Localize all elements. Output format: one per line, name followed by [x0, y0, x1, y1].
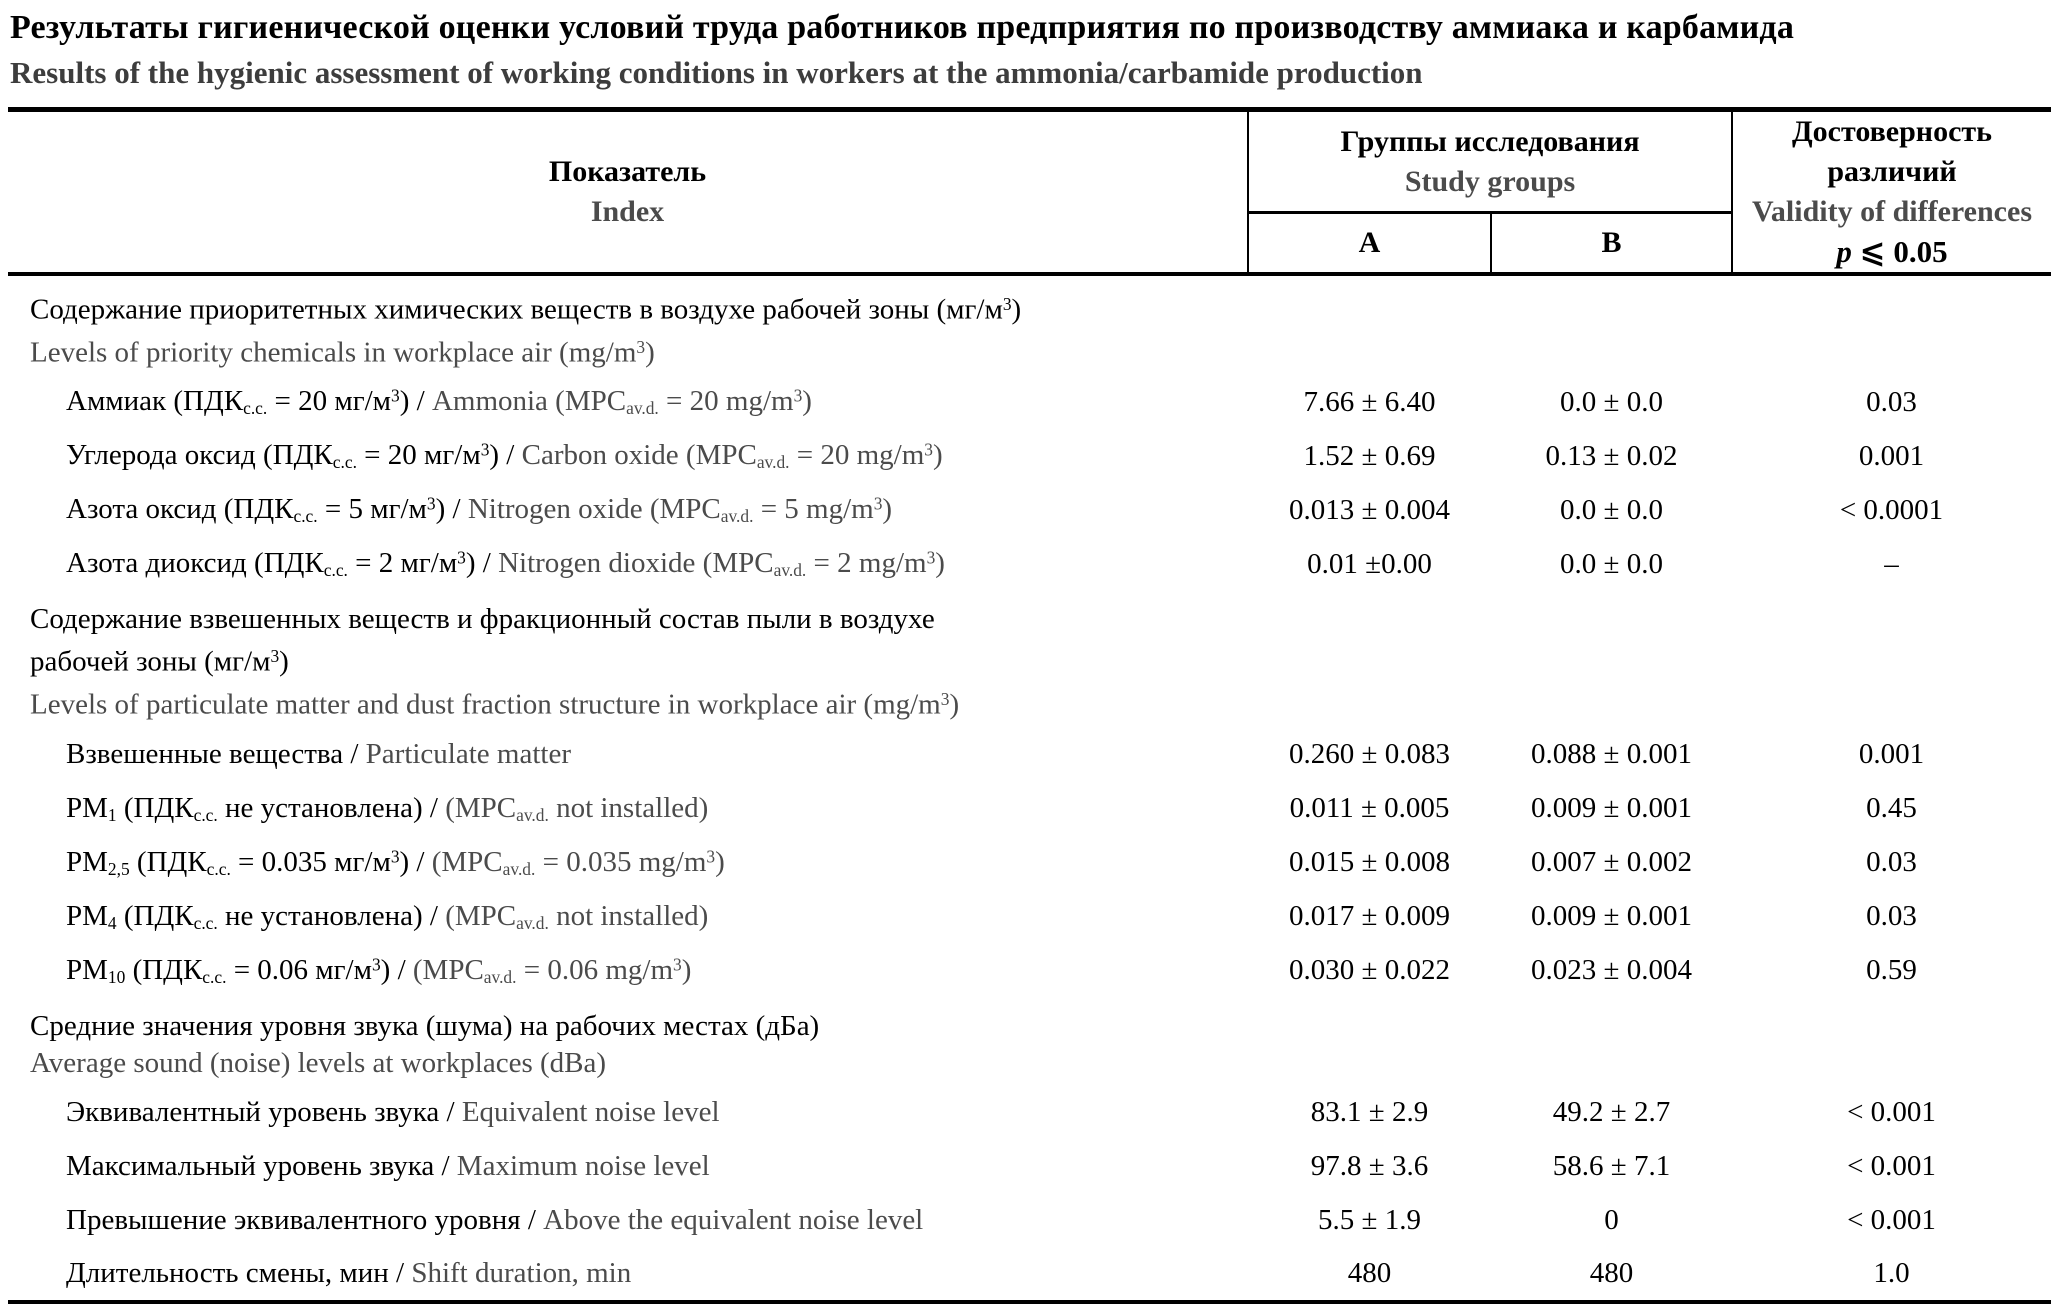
row-label-cell: [8, 429, 1248, 483]
row-label-cell: [8, 728, 1248, 782]
row-label-en: Maximum noise level: [456, 1150, 710, 1183]
row-label-en: Shift duration, min: [411, 1257, 632, 1290]
row-label-ru: $PM_1$ ($ПДК_{с.с.}$ не установлена) /: [66, 791, 446, 825]
table-row: [8, 1086, 2051, 1140]
value-group-a-cell: 0.011 ± 0.005: [1289, 792, 1450, 825]
row-label-en: Nitrogen oxide ($MPC_{av.d.} = 5$ $mg/m^3$): [467, 493, 893, 527]
value-group-b-cell: 0.088 ± 0.001: [1531, 738, 1692, 771]
column-header-groups-en: Study groups: [1404, 164, 1576, 198]
table-row: [8, 429, 2051, 483]
row-label-en: Ammonia ($MPC_{av.d.} = 20$ $mg/m^3$): [431, 385, 812, 419]
row-label-en: Above the equivalent noise level: [543, 1204, 924, 1237]
column-header-groups: [1248, 110, 1732, 213]
section-title-ru: Средние значения уровня звука (шума) на рабочих местах (дБа): [30, 1009, 820, 1042]
value-p-cell: < 0.001: [1847, 1150, 1936, 1183]
row-label-ru: Азота диоксид ($ПДК_{с.с.} = 2$ $мг/м^3$) /: [66, 547, 499, 581]
column-header-group-a: A: [1248, 213, 1491, 274]
row-label-ru: Длительность смены, мин /: [66, 1257, 412, 1290]
section-title-en: Levels of priority chemicals in workplace air $(mg/m^3)$: [30, 336, 655, 369]
row-label-ru: Эквивалентный уровень звука /: [66, 1096, 462, 1129]
value-p-cell: 0.001: [1858, 738, 1925, 771]
value-group-a-cell: 0.030 ± 0.022: [1289, 954, 1450, 987]
value-group-a-cell: 0.017 ± 0.009: [1289, 900, 1450, 933]
table-row: [8, 1140, 2051, 1194]
table-row: [8, 782, 2051, 836]
section-header-cell: [8, 998, 2051, 1086]
value-p-cell: –: [1884, 547, 1899, 580]
row-label-en: Carbon oxide ($MPC_{av.d.} = 20$ $mg/m^3$): [521, 439, 943, 473]
row-label-ru: $PM_{10}$ ($ПДК_{с.с.} = 0.06$ $мг/м^3$) /: [66, 953, 413, 987]
row-label-cell: [8, 483, 1248, 537]
row-label-cell: [8, 836, 1248, 890]
column-header-p-threshold: p ⩽ 0.05: [1836, 234, 1948, 269]
row-label-en: ($MPC_{av.d.} = 0.06$ $mg/m^3$): [412, 953, 692, 987]
value-p-cell: 0.45: [1866, 792, 1917, 825]
value-group-b-cell: 0.023 ± 0.004: [1531, 954, 1692, 987]
row-label-en: ($MPC_{av.d.}$ not installed): [445, 899, 709, 933]
column-header-validity-ru: Достоверность различий: [1792, 115, 1992, 188]
row-label-ru: Аммиак ($ПДК_{с.с.} = 20$ $мг/м^3$) /: [66, 385, 432, 419]
row-label-ru: Азота оксид ($ПДК_{с.с.} = 5$ $мг/м^3$) /: [66, 493, 468, 527]
row-label-ru: Углерода оксид ($ПДК_{с.с.} = 20$ $мг/м^3$) /: [66, 439, 522, 473]
page-title-en: Results of the hygienic assessment of working conditions in workers at the ammonia/carbamide production: [10, 55, 1423, 90]
column-header-index-en: Index: [590, 195, 665, 228]
value-group-a-cell: 0.01 ±0.00: [1307, 547, 1432, 580]
value-group-b-cell: 0.007 ± 0.002: [1531, 846, 1692, 879]
value-group-b-cell: 49.2 ± 2.7: [1552, 1096, 1671, 1129]
value-group-a-cell: 0.260 ± 0.083: [1289, 738, 1450, 771]
column-header-group-b: B: [1491, 213, 1732, 274]
row-label-en: Equivalent noise level: [461, 1096, 720, 1129]
row-label-en: Particulate matter: [365, 738, 571, 771]
column-header-validity: [1732, 110, 2051, 275]
value-group-b-cell: 58.6 ± 7.1: [1552, 1150, 1671, 1183]
row-label-ru: $PM_4$ ($ПДК_{с.с.}$ не установлена) /: [66, 899, 446, 933]
value-group-b-cell: 0.0 ± 0.0: [1560, 493, 1663, 526]
value-group-b-cell: 0: [1604, 1204, 1619, 1237]
section-header-cell: [8, 274, 2051, 375]
table-row: [8, 1194, 2051, 1248]
value-p-cell: 0.03: [1866, 385, 1917, 418]
row-label-cell: [8, 782, 1248, 836]
value-p-cell: 0.001: [1858, 439, 1925, 472]
table-row: [8, 483, 2051, 537]
value-group-b-cell: 0.13 ± 0.02: [1545, 439, 1678, 472]
table-row: [8, 728, 2051, 782]
value-group-a-cell: 480: [1347, 1257, 1392, 1290]
table-row: [8, 1248, 2051, 1302]
table-row: [8, 890, 2051, 944]
table-row: [8, 836, 2051, 890]
section-header-row: [8, 591, 2051, 727]
value-group-a-cell: 83.1 ± 2.9: [1310, 1096, 1429, 1129]
row-label-cell: [8, 1086, 1248, 1140]
table-row: [8, 375, 2051, 429]
section-title-en: Levels of particulate matter and dust fraction structure in workplace air $(mg/m^3)$: [30, 688, 960, 721]
section-header-row: [8, 998, 2051, 1086]
section-title-ru: Содержание взвешенных веществ и фракционный состав пыли в воздухе рабочей зоны $(мг/м^3)$: [30, 603, 935, 679]
value-p-cell: 1.0: [1873, 1257, 1910, 1290]
value-group-b-cell: 0.0 ± 0.0: [1560, 547, 1663, 580]
row-label-ru: Превышение эквивалентного уровня /: [66, 1204, 544, 1237]
row-label-en: ($MPC_{av.d.} = 0.035$ $mg/m^3$): [431, 845, 725, 879]
value-group-b-cell: 0.009 ± 0.001: [1531, 792, 1692, 825]
results-table: [8, 107, 2051, 1304]
section-title-ru: Содержание приоритетных химических веществ в воздухе рабочей зоны $(мг/м^3)$: [30, 293, 1022, 326]
column-header-index: [8, 110, 1248, 275]
row-label-cell: [8, 890, 1248, 944]
value-group-a-cell: 0.013 ± 0.004: [1289, 493, 1450, 526]
value-group-a-cell: 1.52 ± 0.69: [1303, 439, 1436, 472]
row-label-cell: [8, 375, 1248, 429]
value-p-cell: < 0.0001: [1839, 493, 1944, 526]
table-body: [8, 274, 2051, 1302]
row-label-cell: [8, 944, 1248, 998]
section-header-row: [8, 274, 2051, 375]
value-group-b-cell: 0.0 ± 0.0: [1560, 385, 1663, 418]
table-row: [8, 537, 2051, 591]
row-label-cell: [8, 537, 1248, 591]
row-label-cell: [8, 1194, 1248, 1248]
value-p-cell: < 0.001: [1847, 1096, 1936, 1129]
value-p-cell: < 0.001: [1847, 1204, 1936, 1237]
row-label-cell: [8, 1140, 1248, 1194]
table-header: [8, 110, 2051, 275]
value-group-b-cell: 480: [1589, 1257, 1634, 1290]
page-header: [0, 0, 2059, 93]
table-row: [8, 944, 2051, 998]
row-label-ru: Максимальный уровень звука /: [66, 1150, 457, 1183]
column-header-validity-en: Validity of differences: [1752, 195, 2032, 228]
page-title-ru: Результаты гигиенической оценки условий труда работников предприятия по производству аммиака и карбамида: [10, 9, 1795, 46]
row-label-ru: Взвешенные вещества /: [66, 738, 366, 771]
value-p-cell: 0.03: [1866, 846, 1917, 879]
row-label-cell: [8, 1248, 1248, 1302]
value-group-a-cell: 5.5 ± 1.9: [1318, 1204, 1421, 1237]
section-title-en: Average sound (noise) levels at workplaces (dBa): [30, 1046, 607, 1079]
value-p-cell: 0.03: [1866, 900, 1917, 933]
value-group-a-cell: 0.015 ± 0.008: [1289, 846, 1450, 879]
column-header-index-ru: Показатель: [548, 155, 707, 188]
section-header-cell: [8, 591, 2051, 727]
row-label-en: Nitrogen dioxide ($MPC_{av.d.} = 2$ $mg/m^3$): [498, 547, 945, 581]
value-group-b-cell: 0.009 ± 0.001: [1531, 900, 1692, 933]
column-header-groups-ru: Группы исследования: [1340, 124, 1640, 158]
value-group-a-cell: 7.66 ± 6.40: [1303, 385, 1436, 418]
row-label-en: ($MPC_{av.d.}$ not installed): [445, 791, 709, 825]
value-p-cell: 0.59: [1866, 954, 1917, 987]
value-group-a-cell: 97.8 ± 3.6: [1310, 1150, 1429, 1183]
row-label-ru: $PM_{2,5}$ ($ПДК_{с.с.} = 0.035$ $мг/м^3$) /: [66, 845, 432, 879]
